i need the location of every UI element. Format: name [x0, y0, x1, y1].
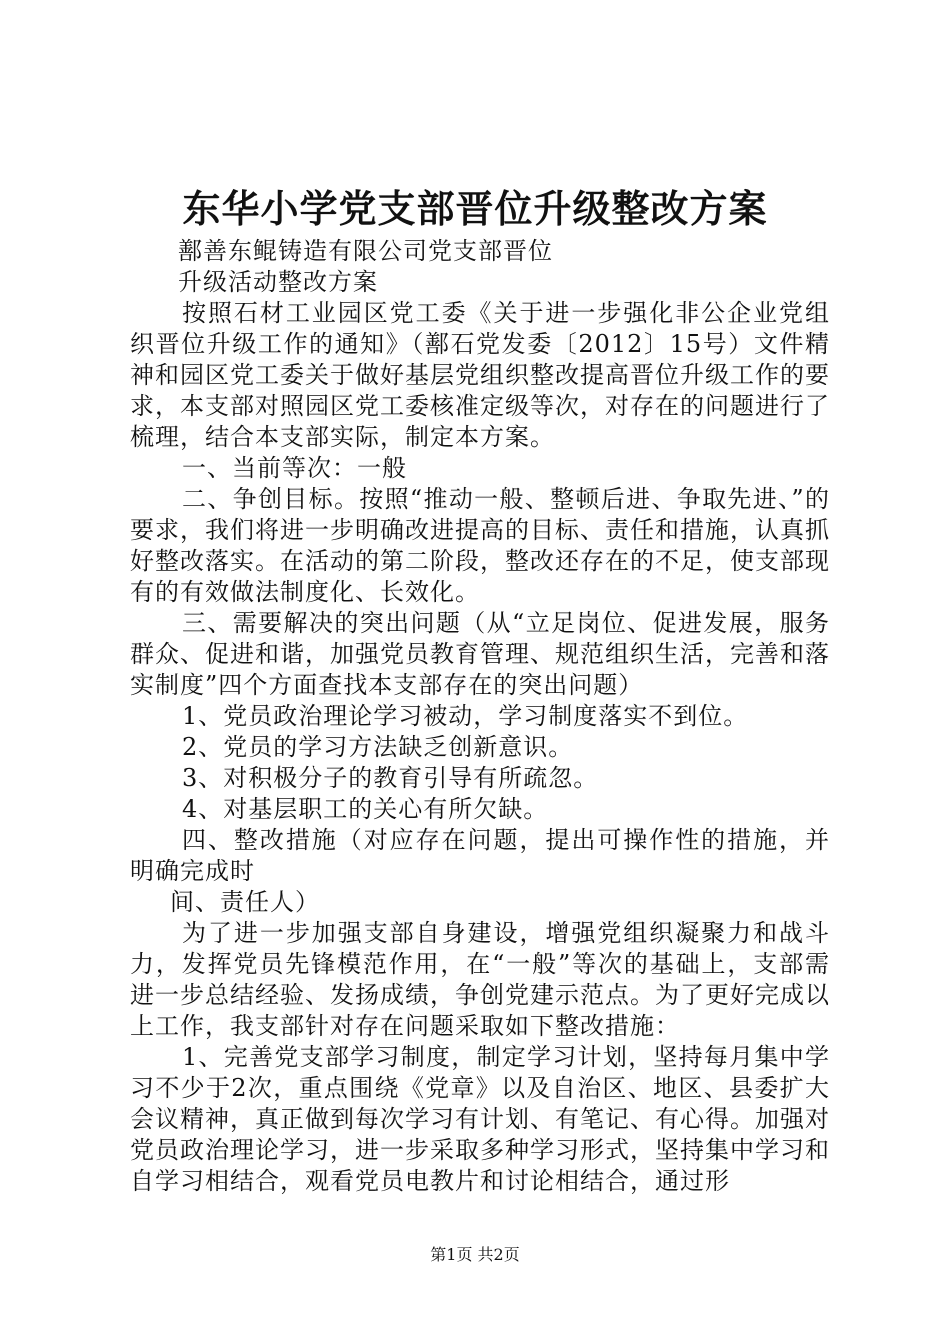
page-footer: 第1页 共2页: [430, 1245, 520, 1264]
section-current-level: 一、当前等次：一般: [182, 454, 407, 482]
problem-item: 1、党员政治理论学习被动，学习制度落实不到位。: [182, 702, 749, 730]
measure-item: 1、完善党支部学习制度，制定学习计划，坚持每月集中学习不少于2次，重点围绕《党章》以及自治区、地区、县委扩大会议精神，真正做到每次学习有计划、有笔记、有心得。加强对党员政治理论学习，进一步采取多种学习形式，坚持集中学习和自学习相结合，观看党员电教片和讨论相结合，通过形: [130, 1043, 830, 1195]
paragraph-intro: 按照石材工业园区党工委《关于进一步强化非公企业党组织晋位升级工作的通知》（鄯石党发委〔2012〕15号）文件精神和园区党工委关于做好基层党组织整改提高晋位升级工作的要求，本支部对照园区党工委核准定级等次，对存在的问题进行了梳理，结合本支部实际，制定本方案。: [130, 299, 830, 451]
paragraph-measures-intro: 为了进一步加强支部自身建设，增强党组织凝聚力和战斗力，发挥党员先锋模范作用，在“一般”等次的基础上，支部需进一步总结经验、发扬成绩，争创党建示范点。为了更好完成以上工作，我支部针对存在问题采取如下整改措施：: [130, 919, 830, 1040]
problem-item: 4、对基层职工的关心有所欠缺。: [182, 795, 549, 823]
problem-item: 3、对积极分子的教育引导有所疏忽。: [182, 764, 599, 792]
section-measures: 四、整改措施（对应存在问题，提出可操作性的措施，并明确完成时: [130, 826, 830, 885]
section-goal: 二、争创目标。按照“推动一般、整顿后进、争取先进、”的要求，我们将进一步明确改进提高的目标、责任和措施，认真抓好整改落实。在活动的第二阶段，整改还存在的不足，使支部现有的有效做法制度化、长效化。: [130, 485, 830, 606]
problem-item: 2、党员的学习方法缺乏创新意识。: [182, 733, 574, 761]
document-body: [130, 236, 830, 1197]
section-problems: 三、需要解决的突出问题（从“立足岗位、促进发展，服务群众、促进和谐，加强党员教育管理、规范组织生活，完善和落实制度”四个方面查找本支部存在的突出问题）: [130, 609, 830, 699]
subtitle-line-2: 升级活动整改方案: [178, 268, 378, 296]
section-measures-continued: 间、责任人）: [170, 888, 320, 916]
document-title: 东华小学党支部晋位升级整改方案: [182, 186, 768, 231]
subtitle-line-1: 鄯善东鲲铸造有限公司党支部晋位: [178, 237, 553, 265]
